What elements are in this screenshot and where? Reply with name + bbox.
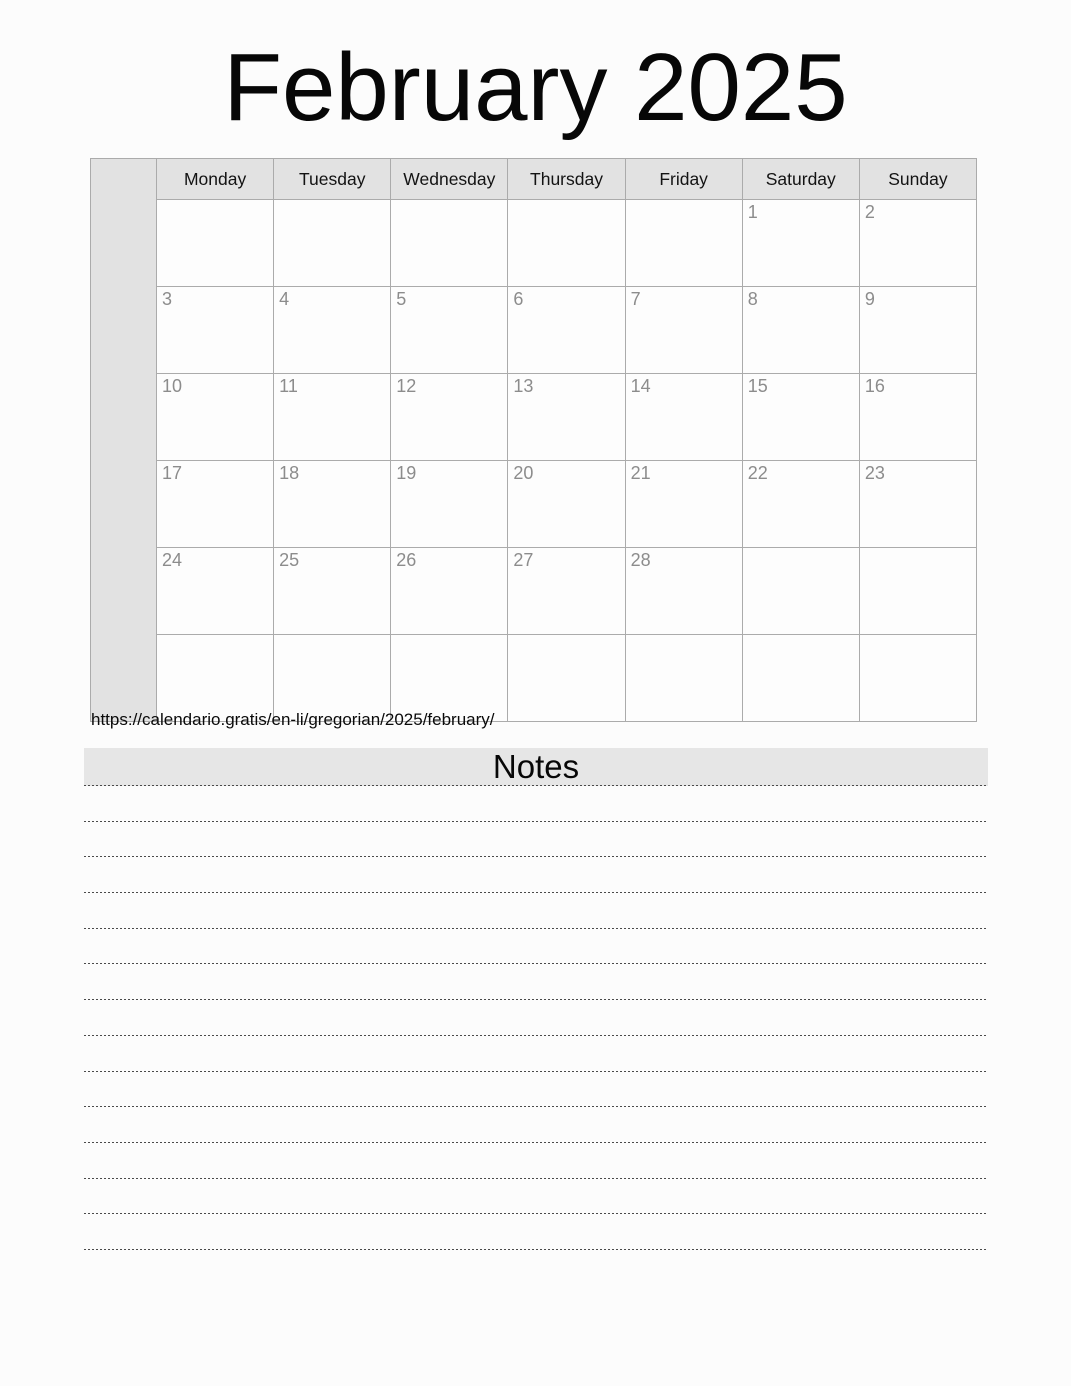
calendar-side-column (91, 159, 157, 722)
calendar-day-cell-empty (274, 635, 391, 722)
calendar-day-cell-empty (742, 548, 859, 635)
calendar-day-cell-26: 26 (391, 548, 508, 635)
day-header-sunday: Sunday (859, 159, 976, 200)
calendar-day-cell-empty (508, 200, 625, 287)
calendar-day-cell-empty (742, 635, 859, 722)
calendar-week-row (91, 635, 977, 722)
calendar-day-cell-empty (625, 200, 742, 287)
notes-lines (84, 786, 988, 1250)
notes-ruled-line (84, 1036, 988, 1072)
page-title: February 2025 (223, 34, 848, 141)
calendar-day-cell-12: 12 (391, 374, 508, 461)
notes-ruled-line (84, 929, 988, 965)
notes-header (84, 748, 988, 786)
calendar-day-cell-24: 24 (157, 548, 274, 635)
day-header-tuesday: Tuesday (274, 159, 391, 200)
calendar-day-cell-13: 13 (508, 374, 625, 461)
calendar-day-cell-4: 4 (274, 287, 391, 374)
calendar-day-cell-empty (859, 635, 976, 722)
notes-ruled-line (84, 1072, 988, 1108)
source-url-text: https://calendario.gratis/en-li/gregorian/2025/february/ (91, 710, 495, 729)
notes-ruled-line (84, 1179, 988, 1215)
notes-ruled-line (84, 1143, 988, 1179)
notes-title: Notes (492, 748, 580, 785)
calendar-week-row (91, 548, 977, 635)
day-header-friday: Friday (625, 159, 742, 200)
notes-section (84, 748, 988, 1250)
calendar-day-cell-20: 20 (508, 461, 625, 548)
calendar-day-cell-empty (625, 635, 742, 722)
calendar-day-cell-empty (508, 635, 625, 722)
calendar-day-cell-5: 5 (391, 287, 508, 374)
calendar-day-cell-21: 21 (625, 461, 742, 548)
calendar-day-cell-empty (391, 635, 508, 722)
calendar-day-cell-14: 14 (625, 374, 742, 461)
calendar-day-cell-3: 3 (157, 287, 274, 374)
calendar-day-cell-empty (157, 200, 274, 287)
notes-ruled-line (84, 893, 988, 929)
calendar-day-cell-16: 16 (859, 374, 976, 461)
calendar-body (91, 159, 977, 722)
calendar-day-cell-11: 11 (274, 374, 391, 461)
notes-ruled-line (84, 1214, 988, 1250)
calendar-day-cell-27: 27 (508, 548, 625, 635)
calendar-header-row (91, 159, 977, 200)
calendar-week-row (91, 200, 977, 287)
notes-ruled-line (84, 1000, 988, 1036)
calendar-week-row (91, 287, 977, 374)
calendar-day-cell-18: 18 (274, 461, 391, 548)
calendar-day-cell-empty (274, 200, 391, 287)
calendar-day-cell-22: 22 (742, 461, 859, 548)
day-header-saturday: Saturday (742, 159, 859, 200)
calendar-day-cell-6: 6 (508, 287, 625, 374)
calendar-day-cell-28: 28 (625, 548, 742, 635)
day-header-thursday: Thursday (508, 159, 625, 200)
calendar-day-cell-empty (859, 548, 976, 635)
notes-ruled-line (84, 1107, 988, 1143)
calendar-day-cell-7: 7 (625, 287, 742, 374)
calendar-day-cell-1: 1 (742, 200, 859, 287)
calendar-week-row (91, 374, 977, 461)
notes-ruled-line (84, 786, 988, 822)
calendar-day-cell-8: 8 (742, 287, 859, 374)
day-header-monday: Monday (157, 159, 274, 200)
calendar-day-cell-empty (391, 200, 508, 287)
notes-ruled-line (84, 964, 988, 1000)
calendar-day-cell-15: 15 (742, 374, 859, 461)
calendar-day-cell-9: 9 (859, 287, 976, 374)
calendar-day-cell-10: 10 (157, 374, 274, 461)
calendar-table (90, 158, 977, 722)
day-header-wednesday: Wednesday (391, 159, 508, 200)
calendar-day-cell-empty (157, 635, 274, 722)
calendar-day-cell-2: 2 (859, 200, 976, 287)
notes-ruled-line (84, 822, 988, 858)
calendar-day-cell-23: 23 (859, 461, 976, 548)
calendar-day-cell-17: 17 (157, 461, 274, 548)
calendar-day-cell-19: 19 (391, 461, 508, 548)
calendar-week-row (91, 461, 977, 548)
notes-ruled-line (84, 857, 988, 893)
calendar-day-cell-25: 25 (274, 548, 391, 635)
